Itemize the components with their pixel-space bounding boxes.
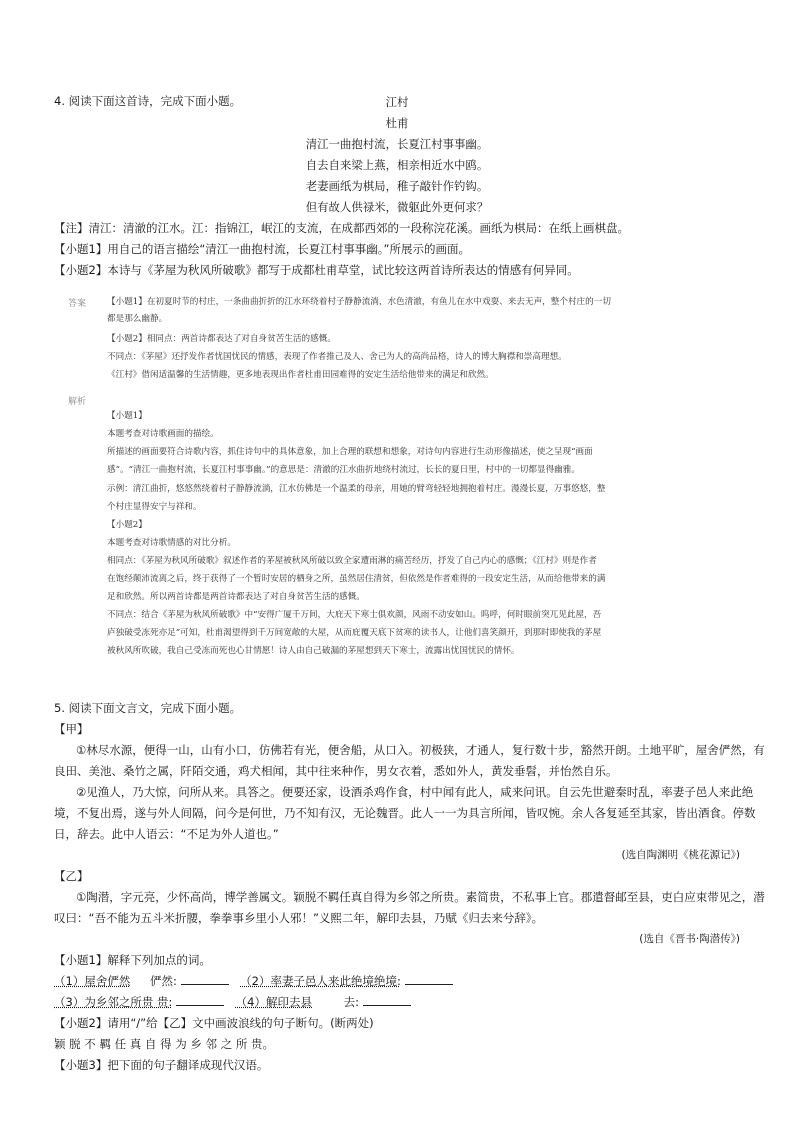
- poem-title: 江村: [385, 95, 409, 109]
- poem-line: 自去自来梁上燕，相亲相近水中鸥。: [305, 158, 489, 172]
- q5-subquestion-1: 【小题1】解释下列加点的词。: [54, 953, 211, 967]
- analysis-line: 在饱经颠沛流离之后，终于获得了一个暂时安居的栖身之所，虽然居住清贫，但依然是作者难得的一段安定生活，从而给他带来的满: [107, 574, 606, 584]
- poem-line: 但有故人供禄米，微躯此外更何求？: [305, 200, 489, 214]
- vocab-item-3: （3）为乡邻之所贵 贵:: [54, 995, 173, 1009]
- poem-line: 清江一曲抱村流，长夏江村事事幽。: [305, 137, 489, 151]
- vocab-item-row: [54, 994, 411, 1010]
- passage-jia-line: 日，辞去。此中人语云：“不足为外人道也。”: [54, 827, 279, 841]
- answer-blank-3[interactable]: [176, 994, 224, 1006]
- passage-jia-line: ①林尽水源，便得一山，山有小口，仿佛若有光，便舍船，从口入。初极狭，才通人，复行数十步，豁然开朗。土地平旷，屋舍俨然，有: [76, 743, 765, 757]
- answer-line: 【小题1】在初夏时节的村庄，一条曲曲折折的江水环绕着村子静静流淌，水色清澈，有鱼儿在水中戏耍、来去无声，整个村庄的一切: [107, 297, 611, 307]
- vocab-item-row: [54, 973, 453, 989]
- analysis-line: 示例：清江曲折，悠悠然绕着村子静静流淌，江水仿佛是一个温柔的母亲，用她的臂弯轻轻地拥抱着村庄。漫漫长夏，万事悠悠，整: [107, 484, 606, 494]
- answer-blank-1[interactable]: [181, 973, 229, 985]
- vocab-item-4: （4）解印去县: [235, 995, 312, 1009]
- vocab-word-1: 俨然:: [149, 974, 177, 988]
- q5-subquestion-2: 【小题2】请用“/”给【乙】文中画波浪线的句子断句。(断两处): [54, 1016, 374, 1030]
- passage-jia-line: 境，不复出焉，遂与外人间隔，问今是何世，乃不知有汉，无论魏晋。此人一一为具言所闻，皆叹惋。余人各复延至其家，皆出酒食。停数: [54, 806, 756, 820]
- answer-line: 都是那么幽静。: [107, 314, 168, 324]
- passage-yi-label: 【乙】: [54, 869, 89, 883]
- analysis-label: 解析: [68, 397, 87, 407]
- poem-note: 【注】清江：清澈的江水。江：指锦江，岷江的支流，在成都西郊的一段称浣花溪。画纸为棋局：在纸上画棋盘。: [54, 221, 629, 235]
- vocab-item-2: （2）率妻子邑人来此绝境绝境:: [240, 974, 401, 988]
- analysis-line: 感”。“清江一曲抱村流，长夏江村事事幽。”的意思是：清澈的江水曲折地绕村流过，长长的夏日里，村中的一切都显得幽雅。: [107, 465, 580, 475]
- q5-header: 5. 阅读下面文言文，完成下面小题。: [54, 701, 242, 715]
- analysis-line: 【小题2】: [107, 520, 147, 530]
- analysis-line: 被秋风所吹破，我自己受冻而死也心甘情愿！诗人由自己破漏的茅屋想到天下寒士，流露出忧国忧民的情怀。: [107, 646, 520, 656]
- q4-subquestion-2: 【小题2】本诗与《茅屋为秋风所破歌》都写于成都杜甫草堂，试比较这两首诗所表达的情感有何异同。: [54, 263, 579, 277]
- q4-subquestion-1: 【小题1】用自己的语言描绘“清江一曲抱村流，长夏江村事事幽。”所展示的画面。: [54, 242, 470, 256]
- passage-jia-line: ②见渔人，乃大惊，问所从来。具答之。便要还家，设酒杀鸡作食，村中闻有此人，咸来问讯。自云先世避秦时乱，率妻子邑人来此绝: [76, 785, 754, 799]
- passage-jia-label: 【甲】: [54, 722, 89, 736]
- analysis-line: 足和欣然。所以两首诗都是两首诗都表达了对自身贫苦生活的感慨。: [107, 592, 365, 602]
- analysis-line: 相同点：《茅屋为秋风所破歌》叙述作者的茅屋被秋风所破以致全家遭雨淋的痛苦经历，抒发了自己内心的感慨；《江村》则是作者: [107, 556, 597, 566]
- answer-line: 【小题2】相同点：两首诗都表达了对自身贫苦生活的感慨。: [107, 334, 336, 344]
- wavy-sentence: 颖 脱 不 羁 任 真 自 得 为 乡 邻 之 所 贵。: [54, 1037, 275, 1051]
- poem-line: 老妻画纸为棋局，稚子敲针作钓钩。: [305, 179, 489, 193]
- analysis-line: 庐独破受冻死亦足”可知，杜甫渴望得到千万间宽敞的大屋，从而庇覆天底下贫寒的读书人，让他们喜笑颜开，到那时即使我的茅屋: [107, 628, 602, 638]
- q4-header: 4. 阅读下面这首诗，完成下面小题。: [54, 94, 242, 108]
- answer-line: 不同点：《茅屋》还抒发作者忧国忧民的情感，表现了作者推己及人、舍己为人的高尚品格，诗人的博大胸襟和崇高理想。: [107, 352, 567, 362]
- analysis-line: 【小题1】: [107, 411, 147, 421]
- analysis-line: 所描述的画面要符合诗歌内容，抓住诗句中的具体意象，加上合理的联想和想象，对诗句内容进行生动形像描述，使之呈现“画面: [107, 447, 593, 457]
- analysis-line: 不同点：结合《茅屋为秋风所破歌》中“安得广厦千万间，大庇天下寒士俱欢颜，风雨不动安如山。呜呼，何时眼前突兀见此屋，吾: [107, 610, 602, 620]
- passage-yi-line: ①陶潜，字元亮，少怀高尚，博学善属文。颖脱不羁任真自得为乡邻之所贵。素简贵，不私事上官。郡遣督邮至县，吏白应束带见之，潜: [76, 890, 765, 904]
- passage-jia-line: 良田、美池、桑竹之属，阡陌交通，鸡犬相闻，其中往来种作，男女衣着，悉如外人，黄发垂髫，并怡然自乐。: [54, 764, 618, 778]
- passage-yi-source: (选自《晋书·陶潜传》): [639, 933, 740, 945]
- analysis-line: 本题考查对诗歌情感的对比分析。: [107, 538, 236, 548]
- vocab-word-4: 去:: [343, 995, 360, 1009]
- passage-yi-line: 叹曰：“吾不能为五斗米折腰，拳拳事乡里小人邪！”义熙二年，解印去县，乃赋《归去来兮辞》。: [54, 911, 544, 925]
- analysis-line: 本题考查对诗歌画面的描绘。: [107, 429, 219, 439]
- answer-blank-2[interactable]: [405, 973, 453, 985]
- answer-blank-4[interactable]: [363, 994, 411, 1006]
- analysis-line: 个村庄显得安宁与祥和。: [107, 502, 202, 512]
- vocab-item-1: （1）屋舍俨然: [54, 974, 131, 988]
- answer-line: 《江村》借闲适温馨的生活情趣，更多地表现出作者杜甫田园难得的安定生活给他带来的满足和欣然。: [107, 370, 494, 380]
- poem-author: 杜甫: [385, 116, 409, 130]
- passage-jia-source: (选自陶渊明《桃花源记》): [621, 849, 740, 861]
- q5-subquestion-3: 【小题3】把下面的句子翻译成现代汉语。: [54, 1058, 269, 1072]
- answer-label: 答案: [68, 299, 87, 309]
